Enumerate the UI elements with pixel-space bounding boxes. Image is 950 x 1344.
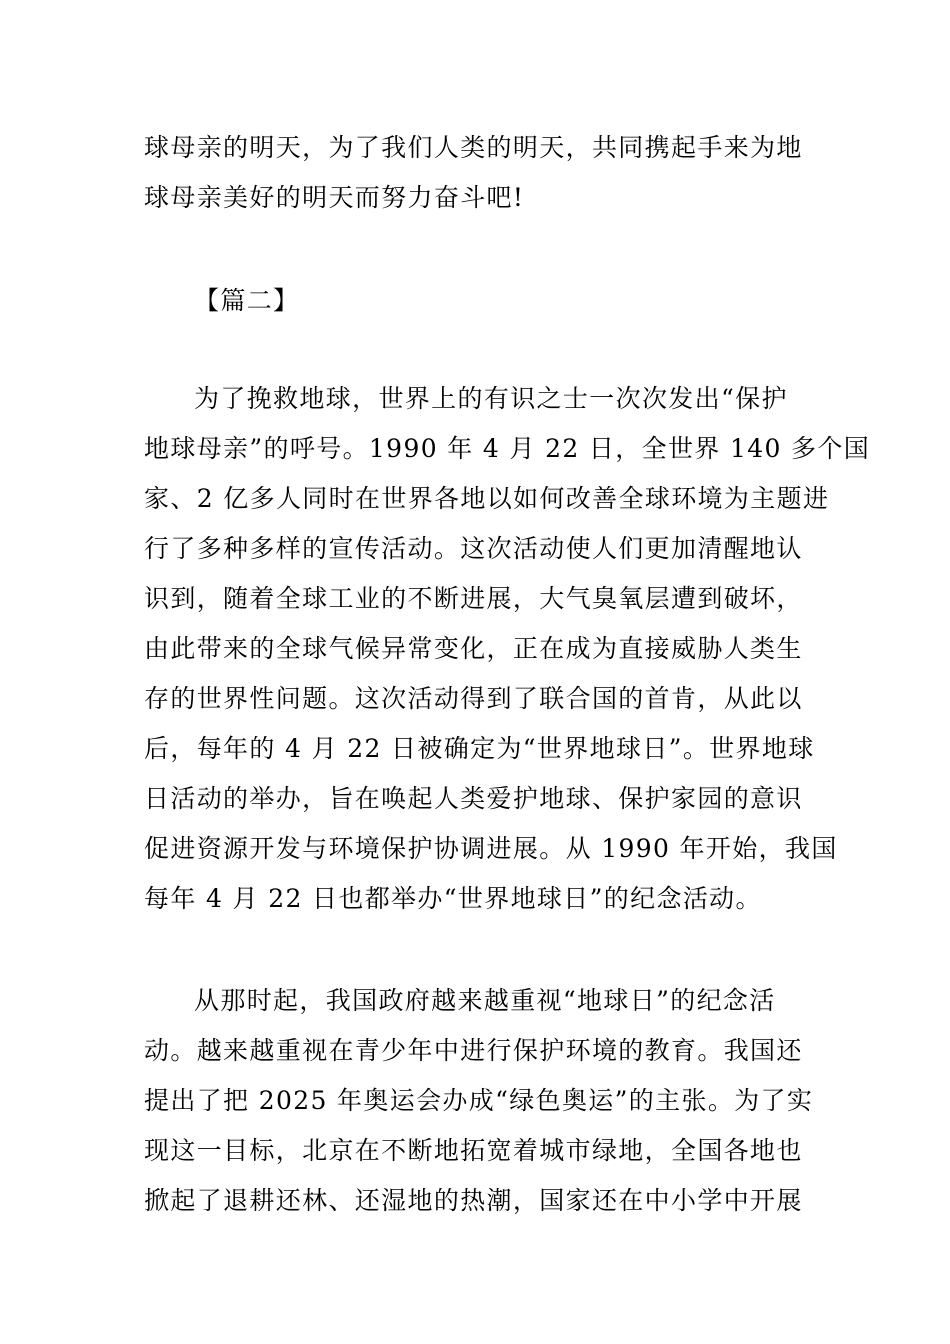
paragraph-line: 为了挽救地球，世界上的有识之士一次次发出“保护 (194, 384, 788, 413)
paragraph-line: 家、2 亿多人同时在世界各地以如何改善全球环境为主题进 (144, 484, 830, 513)
section-heading: 【篇二】 (194, 286, 300, 315)
paragraph-line: 存的世界性问题。这次活动得到了联合国的首肯，从此以 (144, 684, 803, 713)
paragraph-line: 日活动的举办，旨在唤起人类爱护地球、保护家园的意识 (144, 784, 803, 813)
paragraph-line: 从那时起，我国政府越来越重视“地球日”的纪念活 (194, 986, 776, 1015)
paragraph-line: 后，每年的 4 月 22 日被确定为“世界地球日”。世界地球 (144, 734, 815, 763)
paragraph-line: 每年 4 月 22 日也都举办“世界地球日”的纪念活动。 (144, 884, 762, 913)
paragraph-line: 地球母亲”的呼号。1990 年 4 月 22 日，全世界 140 多个国 (144, 434, 871, 463)
paragraph-line: 掀起了退耕还林、还湿地的热潮，国家还在中小学中开展 (144, 1186, 803, 1215)
paragraph-line: 识到，随着全球工业的不断进展，大气臭氧层遭到破坏， (144, 584, 803, 613)
paragraph-line: 球母亲的明天，为了我们人类的明天，共同携起手来为地 (144, 133, 803, 162)
paragraph-line: 球母亲美好的明天而努力奋斗吧! (144, 183, 525, 212)
paragraph-line: 现这一目标，北京在不断地拓宽着城市绿地，全国各地也 (144, 1136, 803, 1165)
paragraph-line: 提出了把 2025 年奥运会办成“绿色奥运”的主张。为了实 (144, 1086, 814, 1115)
paragraph-line: 促进资源开发与环境保护协调进展。从 1990 年开始，我国 (144, 834, 838, 863)
paragraph-line: 行了多种多样的宣传活动。这次活动使人们更加清醒地认 (144, 534, 803, 563)
paragraph-line: 动。越来越重视在青少年中进行保护环境的教育。我国还 (144, 1036, 803, 1065)
paragraph-line: 由此带来的全球气候异常变化，正在成为直接威胁人类生 (144, 634, 803, 663)
